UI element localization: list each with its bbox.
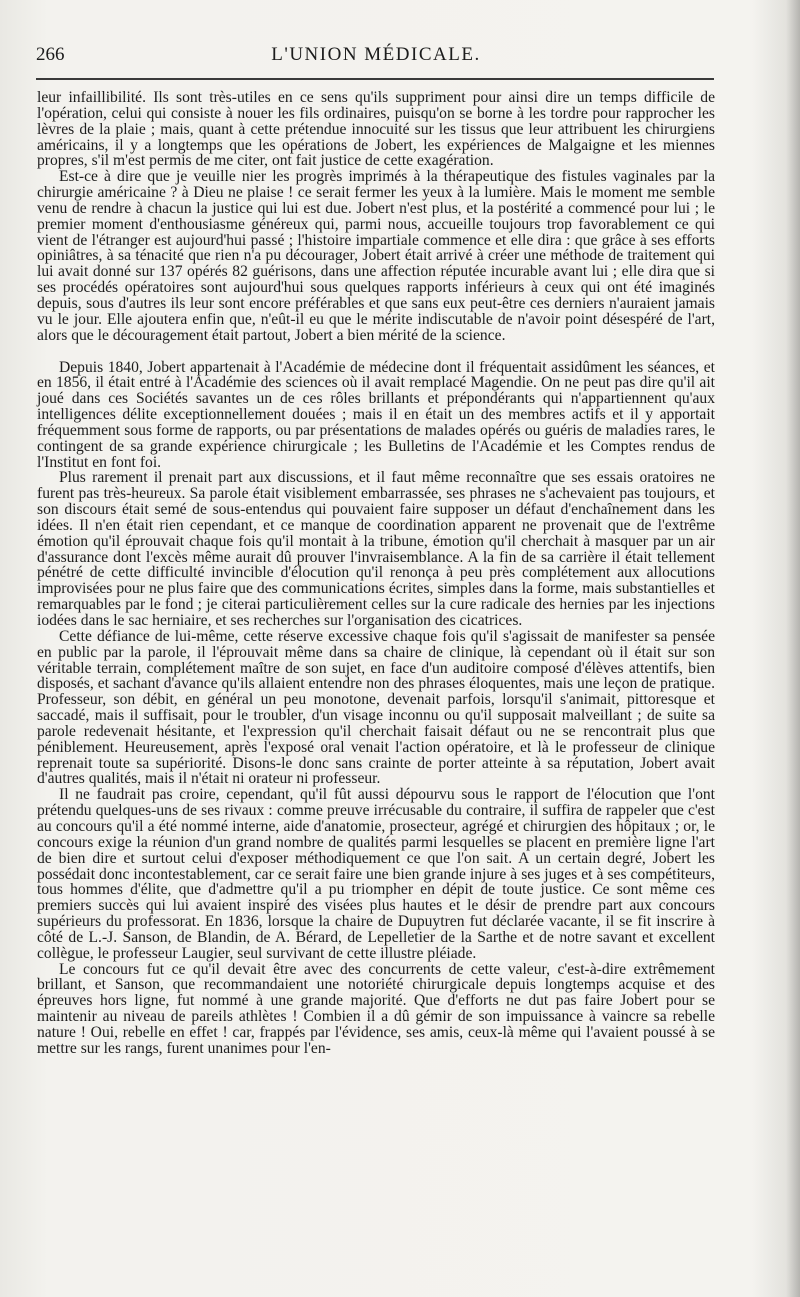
page-edge-shadow	[786, 0, 800, 1297]
header-rule	[36, 78, 714, 80]
page-number: 266	[36, 44, 65, 65]
paragraph: Plus rarement il prenait part aux discussions, et il faut même reconnaître que ses essais oratoires ne furent pas très-heureux. Sa parole était visiblement embarrassée, ses phrases ne s'achevaient pas toujours, et son discours était semé de sous-entendus qui pouvaient faire supposer un défaut d'enchaînement dans les idées. Il n'en était rien cependant, et ce manque de coordination apparent ne provenait que de l'extrême émotion qu'il éprouvait chaque fois qu'il montait à la tribune, émotion qu'il cherchait à masquer par un air d'assurance dont l'excès même aurait dû prouver l'invraisemblance. A la fin de sa carrière il était tellement pénétré de cette difficulté invincible d'élocution qu'il renonça à peu près complétement aux allocutions improvisées pour ne plus faire que des communications écrites, simples dans la forme, mais substantielles et remarquables par le fond ; je citerai particulièrement celles sur la cure radicale des hernies par les injections iodées dans le sac herniaire, et ses recherches sur l'organisation des cicatrices.	[37, 469, 715, 629]
page-header	[36, 44, 716, 74]
paragraph: Il ne faudrait pas croire, cependant, qu'il fût aussi dépourvu sous le rapport de l'élocution que l'ont prétendu quelques-uns de ses rivaux : comme preuve irrécusable du contraire, il suffira de rappeler que c'est au concours qu'il a été nommé interne, aide d'anatomie, prosecteur, agrégé et chirurgien des hôpitaux ; or, le concours exige la réunion d'un grand nombre de qualités parmi lesquelles se placent en première ligne l'art de bien dire et surtout celui d'exposer méthodiquement ce que l'on sait. A un certain degré, Jobert les possédait donc incontestablement, car ce serait faire une bien grande injure à ses juges et à ses compétiteurs, tous hommes d'élite, que d'admettre qu'il a pu triompher en dépit de toute justice. Ce sont même ces premiers succès qui lui avaient inspiré des visées plus hautes et le désir de prendre part aux concours supérieurs du professorat. En 1836, lorsque la chaire de Dupuytren fut déclarée vacante, il se fit inscrire à côté de L.-J. Sanson, de Blandin, de A. Bérard, de Lepelletier de la Sarthe et de notre savant et excellent collègue, le professeur Laugier, seul survivant de cette illustre pléiade.	[37, 786, 715, 962]
paragraph: Est-ce à dire que je veuille nier les progrès imprimés à la thérapeutique des fistules vaginales par la chirurgie américaine ? à Dieu ne plaise ! ce serait fermer les yeux à la lumière. Mais le moment me semble venu de rendre à chacun la justice qui lui est due. Jobert n'est plus, et la postérité a commencé pour lui ; le premier moment d'enthousiasme généreux qui, parmi nous, accueille toujours trop favorablement ce qui vient de l'étranger est aujourd'hui passé ; l'histoire impartiale commence et elle dira : que grâce à ses efforts opiniâtres, à sa ténacité que rien n'a pu décourager, Jobert était arrivé à créer une méthode de traitement qui lui avait donné sur 137 opérés 82 guérisons, dans une affection réputée incurable avant lui ; elle dira que si ses procédés opératoires sont aujourd'hui sous quelques rapports inférieurs à ceux qui ont été imaginés depuis, sous d'autres ils leur sont encore préférables et que sans eux peut-être ces derniers n'auraient jamais vu le jour. Elle ajoutera enfin que, n'eût-il eu que le mérite indiscutable de n'avoir point désespéré de l'art, alors que le découragement était partout, Jobert a bien mérité de la science.	[37, 168, 715, 344]
paragraph: Depuis 1840, Jobert appartenait à l'Académie de médecine dont il fréquentait assidûment les séances, et en 1856, il était entré à l'Académie des sciences où il avait remplacé Magendie. On ne peut pas dire qu'il ait joué dans ces Sociétés savantes un de ces rôles brillants et prépondérants qui n'appartiennent qu'aux intelligences délite exceptionnellement douées ; mais il en était un des membres actifs et il y apportait fréquemment sous forme de rapports, ou par présentations de malades opérés ou guéris de maladies rares, le contingent de sa grande expérience chirurgicale ; les Bulletins de l'Académie et les Comptes rendus de l'Institut en font foi.	[37, 358, 715, 471]
paragraph: Le concours fut ce qu'il devait être avec des concurrents de cette valeur, c'est-à-dire extrêmement brillant, et Sanson, que recommandaient une notoriété chirurgicale depuis longtemps acquise et des épreuves hors ligne, fut nommé à une grande majorité. Que d'efforts ne dut pas faire Jobert pour se maintenir au niveau de pareils athlètes ! Combien il a dû gémir de son impuissance à vaincre sa rebelle nature ! Oui, rebelle en effet ! car, frappés par l'évidence, ses amis, ceux-là même qui l'avaient poussé à se mettre sur les rangs, furent unanimes pour l'en-	[37, 960, 715, 1057]
paragraph-continued: leur infaillibilité. Ils sont très-utiles en ce sens qu'ils suppriment pour ainsi dire un temps difficile de l'opération, celui qui consiste à nouer les fils ordinaires, puisqu'on se borne à les tordre pour rapprocher les lèvres de la plaie ; mais, quant à cette prétendue innocuité sur les tissus que leur attribuent les chirurgiens américains, il y a longtemps que les opérations de Jobert, les expériences de Malgaigne et les miennes propres, s'il m'est permis de me citer, ont fait justice de cette exagération.	[37, 89, 715, 170]
article-body	[37, 90, 715, 1057]
running-title: L'UNION MÉDICALE.	[271, 44, 481, 65]
paragraph: Cette défiance de lui-même, cette réserve excessive chaque fois qu'il s'agissait de manifester sa pensée en public par la parole, il l'éprouvait même dans sa chaire de clinique, là cependant où il était sur son véritable terrain, complétement maître de son sujet, en face d'un auditoire composé d'élèves attentifs, bien disposés, et sachant d'avance qu'ils allaient entendre non des phrases éloquentes, mais une leçon de pratique. Professeur, son débit, en général un peu monotone, devenait parfois, lorsqu'il s'animait, pittoresque et saccadé, mais il suffisait, pour le troubler, d'un visage inconnu ou qu'il supposait malveillant ; de suite sa parole redevenait hésitante, et l'expression qu'il cherchait faisait défaut ou ne se rencontrait plus que péniblement. Heureusement, après l'exposé oral venait l'action opératoire, et là le professeur de clinique reprenait toute sa supériorité. Disons-le donc sans crainte de porter atteinte à sa réputation, Jobert avait d'autres qualités, mais il n'était ni orateur ni professeur.	[37, 627, 715, 788]
